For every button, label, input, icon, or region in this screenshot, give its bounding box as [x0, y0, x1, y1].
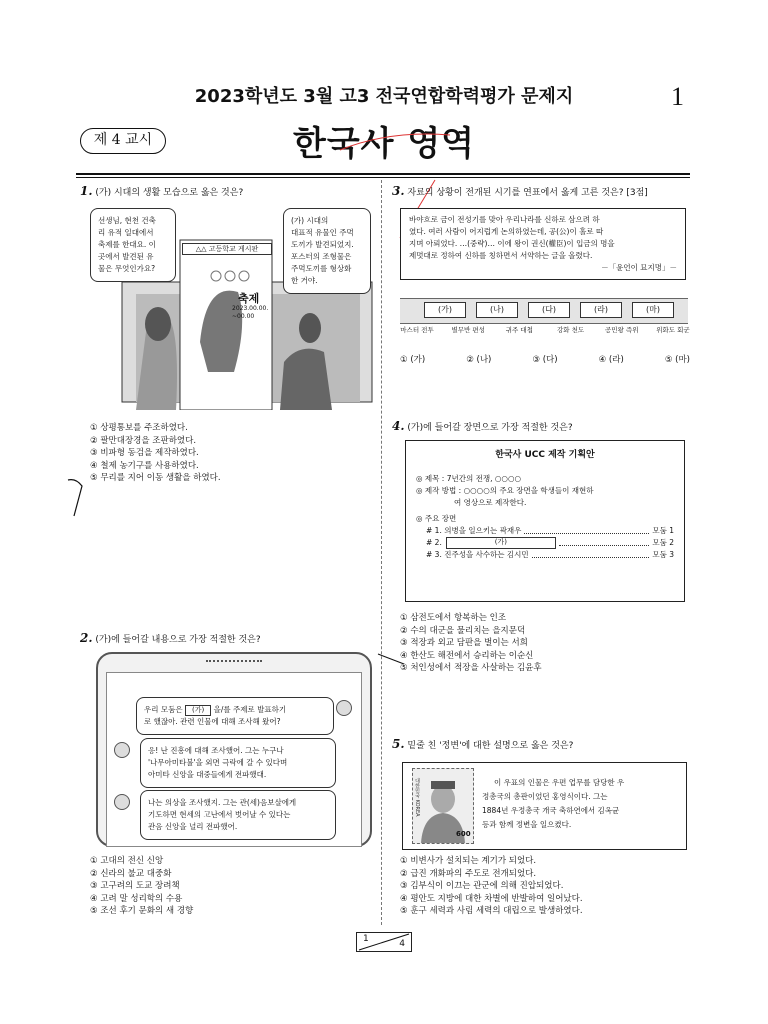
- avatar: [114, 794, 130, 810]
- q5-stem: 5. 밑줄 친 '정변'에 대한 설명으로 옳은 것은?: [392, 737, 574, 751]
- q3-option[interactable]: ② (나): [466, 355, 492, 365]
- phone-speaker: [206, 660, 262, 664]
- poster-date: 2023.00.00. ~00.00: [232, 305, 269, 320]
- q1-stem: 1. (가) 시대의 생활 모습으로 옳은 것은?: [80, 184, 244, 198]
- q2-options: [90, 855, 370, 918]
- q2-option[interactable]: ⑤ 조선 후기 문화의 새 경향: [90, 906, 194, 916]
- total-pages: 4: [399, 939, 405, 949]
- chat-message-3: 나는 의상을 조사했지. 그는 관(세)음보살에게 기도하면 현세의 고난에서 벗어날 수 있다는 관음 신앙을 널리 전파했어.: [140, 790, 336, 840]
- q4-option[interactable]: ③ 적장과 외교 담판을 벌이는 서희: [400, 638, 528, 648]
- q3-options: [400, 354, 690, 367]
- q4-options: [400, 612, 690, 675]
- q1-bubble-teacher: (가) 시대의 대표적 유물인 주먹 도끼가 발견되었지. 포스터의 조형물은 주먹도끼를 형상화 한 거야.: [283, 208, 371, 294]
- q1-option[interactable]: ⑤ 무리를 지어 이동 생활을 하였다.: [90, 473, 221, 483]
- timeline-segments: (가) (나) (다) (라) (마): [424, 302, 674, 318]
- q5-option[interactable]: ③ 김부식이 이끄는 관군에 의해 진압되었다.: [400, 881, 564, 891]
- q4-option[interactable]: ① 삼전도에서 항복하는 인조: [400, 613, 507, 623]
- q4-option[interactable]: ② 수의 대군을 물리치는 을지문덕: [400, 625, 526, 636]
- q3-option[interactable]: ④ (라): [598, 355, 624, 365]
- chat-message-2: 응! 난 진흥에 대해 조사했어. 그는 누구나 '나무아미타불'을 외면 극락에 갈 수 있다며 아미타 신앙을 대중들에게 전파했대.: [140, 738, 336, 788]
- q3-option[interactable]: ⑤ (마): [664, 355, 690, 365]
- q5-option[interactable]: ④ 평안도 지방에 대한 차별에 반발하여 일어났다.: [400, 893, 583, 904]
- column-separator: [381, 180, 382, 925]
- q1-option[interactable]: ③ 비파형 동검을 제작하였다.: [90, 448, 199, 458]
- q5-passage: 이 우표의 인물은 우편 업무를 담당한 우 정총국의 총판이었던 홍영식이다. 그는 1884년 우정총국 개국 축하연에서 김옥균 등과 함께 정변을 일으켰다.: [482, 778, 625, 829]
- poster-text: 축제: [238, 292, 260, 305]
- q4-stem: 4. (가)에 들어갈 장면으로 가장 적절한 것은?: [392, 419, 573, 433]
- q3-stem: 3. 자료의 상황이 전개된 시기를 연표에서 옳게 고른 것은? [3점]: [392, 184, 648, 198]
- stamp-text: 대한민국 KOREA: [414, 778, 420, 817]
- q4-plan-box: 한국사 UCC 제작 기획안 ◎ 제목 : 7년간의 전쟁, ○○○○ ◎ 제작 방법 : ○○○○의 주요 장면을 학생들이 재현하 여 영상으로 제작한다. ◎ 주요 장면 # 1. 의병을 일으키는 곽재우 모둠 1 # 2. (가) 모둠 2 # 3. 진주성을 사수하는 김시민 모둠 3: [405, 440, 685, 602]
- q5-options: [400, 855, 690, 918]
- q1-option[interactable]: ① 상평통보를 주조하였다.: [90, 423, 188, 433]
- scene-row: # 1. 의병을 일으키는 곽재우 모둠 1: [426, 526, 674, 535]
- q4-option[interactable]: ④ 한산도 해전에서 승리하는 이순신: [400, 650, 534, 661]
- q3-option[interactable]: ① (가): [400, 355, 426, 365]
- q3-passage-box: 바야흐로 금이 전성기를 맞아 우리나라를 신하로 삼으려 하 였다. 여러 사람이 어지럽게 논의하였는데, 공(公)이 홀로 따 지며 아뢰었다. …(중략)… 이에 왕이 권신(權臣)이 입금의 명을 제멋대로 정하여 신하를 칭하면서 서약하는 글을 올렸다. －「윤언이 묘지명」－: [400, 208, 686, 280]
- page-number: 1: [671, 82, 684, 111]
- exam-title: 2023학년도 3월 고3 전국연합학력평가 문제지: [194, 86, 574, 107]
- pen-check-icon: [64, 470, 104, 520]
- q5-option[interactable]: ⑤ 훈구 세력과 사림 세력의 대립으로 발생하였다.: [400, 906, 583, 916]
- q3-option[interactable]: ③ (다): [532, 355, 558, 365]
- board-sign: △△ 고등학교 게시판: [182, 243, 272, 255]
- q5-option[interactable]: ① 비변사가 설치되는 계기가 되었다.: [400, 856, 537, 866]
- scene-row: # 2. (가) 모둠 2: [426, 538, 674, 547]
- scene-row: # 3. 진주성을 사수하는 김시민 모둠 3: [426, 550, 674, 559]
- avatar: [114, 742, 130, 758]
- page-indicator: [356, 932, 412, 952]
- q1-options: [90, 422, 370, 485]
- q4-option[interactable]: ⑤ 처인성에서 적장을 사살하는 김윤후: [400, 663, 542, 673]
- q1-option[interactable]: ② 팔만대장경을 조판하였다.: [90, 435, 197, 446]
- q1-option[interactable]: ④ 철제 농기구를 사용하였다.: [90, 460, 199, 471]
- current-page: 1: [363, 934, 369, 944]
- timeline-events: 마스터 전투 별무반 편성 귀주 대첩 강화 천도 공민왕 즉위 위화도 회군: [400, 326, 690, 334]
- q2-option[interactable]: ③ 고구려의 도교 장려책: [90, 881, 180, 891]
- q2-option[interactable]: ④ 고려 말 성리학의 수용: [90, 893, 183, 904]
- q2-stem: 2. (가)에 들어갈 내용으로 가장 적절한 것은?: [80, 631, 261, 645]
- subject-title: 한국사 영역: [292, 124, 476, 164]
- q5-option[interactable]: ② 급진 개화파의 주도로 전개되었다.: [400, 868, 537, 879]
- stamp-value: 600: [456, 830, 471, 838]
- pen-check-icon: [376, 650, 410, 670]
- q2-option[interactable]: ② 신라의 불교 대중화: [90, 868, 172, 879]
- chat-message-1: 우리 모둠은 (가) 을/를 주제로 발표하기 로 했잖아. 관련 인물에 대해 조사해 왔어?: [136, 697, 334, 735]
- period-badge: 제 4 교시: [80, 128, 166, 154]
- plan-title: 한국사 UCC 제작 기획안: [495, 450, 595, 460]
- q2-option[interactable]: ① 고대의 전신 신앙: [90, 856, 164, 866]
- avatar: [336, 700, 352, 716]
- q1-bubble-student: 선생님, 현천 건축 리 유적 일대에서 축제를 한대요. 이 곳에서 발견된 유 물은 무엇인가요?: [90, 208, 176, 282]
